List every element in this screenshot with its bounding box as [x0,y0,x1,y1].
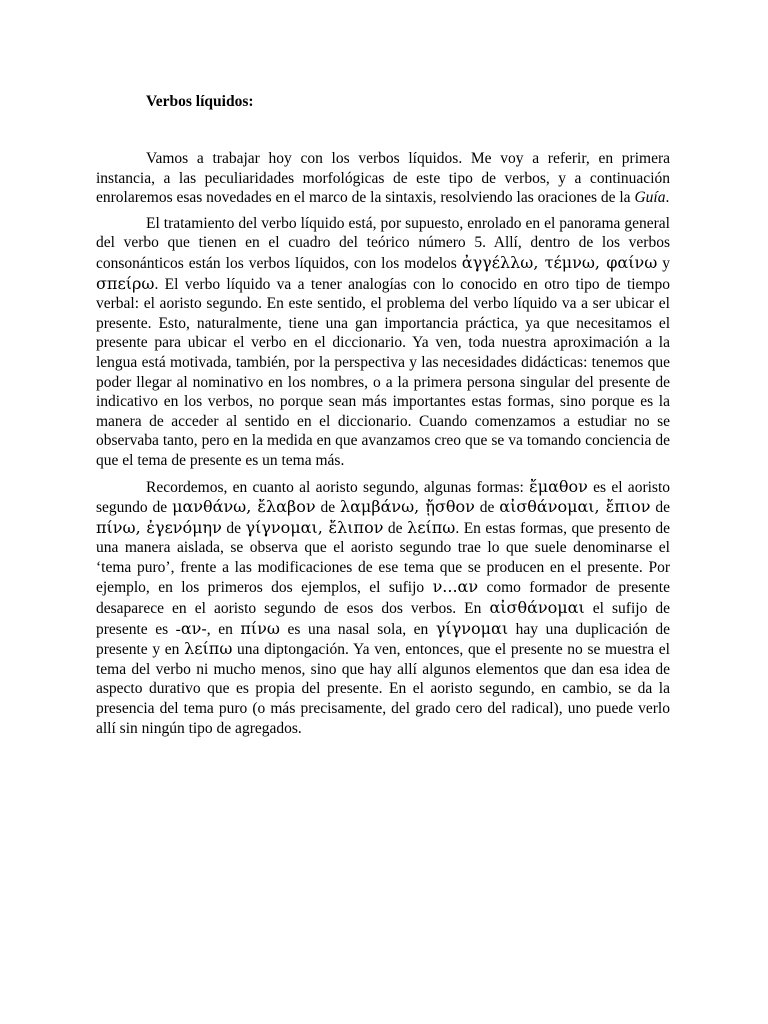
greek-text: λαμβάνω, ᾔσθον [339,497,475,517]
greek-text: πίνω, ἐγενόμην [96,517,222,537]
greek-text: σπείρω [96,273,155,293]
document-page [96,92,670,744]
text-run: El tratamiento del verbo líquido está, por supuesto, enrolado en el panorama general del verbo que tienen en el cuadro del teórico número 5. Allí, dentro de los verbos consonánticos están los verbos líquidos, con los modelos [96,214,670,272]
text-run: una diptongación. Ya ven, entonces, que el presente no se muestra el tema del verbo ni mucho menos, sino que hay allí algunos elementos que dan esa idea de aspecto durativo que es propia del presente. En el aoristo segundo, en cambio, se da la presencia del tema puro (o más precisamente, del grado cero del radical), uno puede verlo allí sin ningún tipo de agregados. [96,641,670,737]
text-run: es una nasal sola, en [279,620,436,638]
guia-italic: Guía [634,189,666,207]
text-run: como formador de presente desaparece en el aoristo segundo de esos dos verbos. En [96,579,670,618]
text-run: Recordemos, en cuanto al aoristo segundo, algunas formas: [146,478,530,496]
greek-text: αν- [180,618,207,638]
text-run: de [221,519,246,537]
greek-text: γίγνομαι, ἔλιπον [245,517,384,537]
text-run: . En estas formas, que presento de una manera aislada, se observa que el aoristo segundo trae lo que suele denominarse el ‘tema puro’, frente a las modificaciones de ese tema que se producen en el presente. Por ejemplo, en los primeros dos ejemplos, el sufijo [96,519,670,597]
text-run: de [650,499,671,517]
greek-text: ἀγγέλλω, τέμνω, φαίνω [461,252,658,272]
text-run: de [383,519,408,537]
greek-text: πίνω [240,618,280,638]
text-run: hay una duplicación de presente y en [96,620,670,659]
text-run: , en [206,620,241,638]
text-run: de [315,499,340,517]
greek-text: γίγνομαι [435,618,509,638]
document-title: Verbos líquidos: [146,93,254,110]
greek-text: λείπω [407,517,456,537]
greek-text: λείπω [184,639,233,659]
greek-text: ἔμαθον [529,476,588,496]
paragraph-1 [96,149,670,208]
text-run: el sufijo de presente es - [96,600,670,638]
text-run: . [665,189,670,207]
text-run: de [474,499,500,517]
text-run: . El verbo líquido va a tener analogías con lo conocido en otro tipo de tiempo verbal: el aoristo segundo. En este sentido, el problema del verbo líquido va a ser ubicar el presente. Esto, naturalmente, tiene una gan importancia práctica, ya que necesitamos el presente para ubicar el verbo en el diccionario. Ya ven, toda nuestra aproximación a la lengua está motivada, también, por la perspectiva y las necesidades didácticas: tenemos que poder llegar al nominativo en los nombres, o a la primera persona singular del presente de indicativo en los verbos, no porque sean más importantes estas formas, sino porque es la manera de acceder al sentido en el diccionario. Cuando comenzamos a estudiar no se observaba tanto, pero en la medida en que avanzamos creo que se va tomando conciencia de que el tema de presente es un tema más. [96,275,670,469]
text-run: Vamos a trabajar hoy con los verbos líquidos. Me voy a referir, en primera instancia, a las peculiaridades morfológicas de este tipo de verbos, y a continuación enrolaremos esas novedades en el marco de la sintaxis, resolviendo las oraciones de la [96,150,670,207]
greek-text: αἰσθάνομαι [489,598,585,618]
paragraph-3 [96,477,670,739]
greek-text: ν...αν [432,577,479,597]
greek-text: αἰσθάνομαι, ἔπιον [499,497,651,517]
greek-text: μανθάνω, ἔλαβον [172,497,316,517]
text-run: es el aoristo segundo de [96,478,670,517]
paragraph-2 [96,214,670,471]
text-run: y [657,254,670,272]
